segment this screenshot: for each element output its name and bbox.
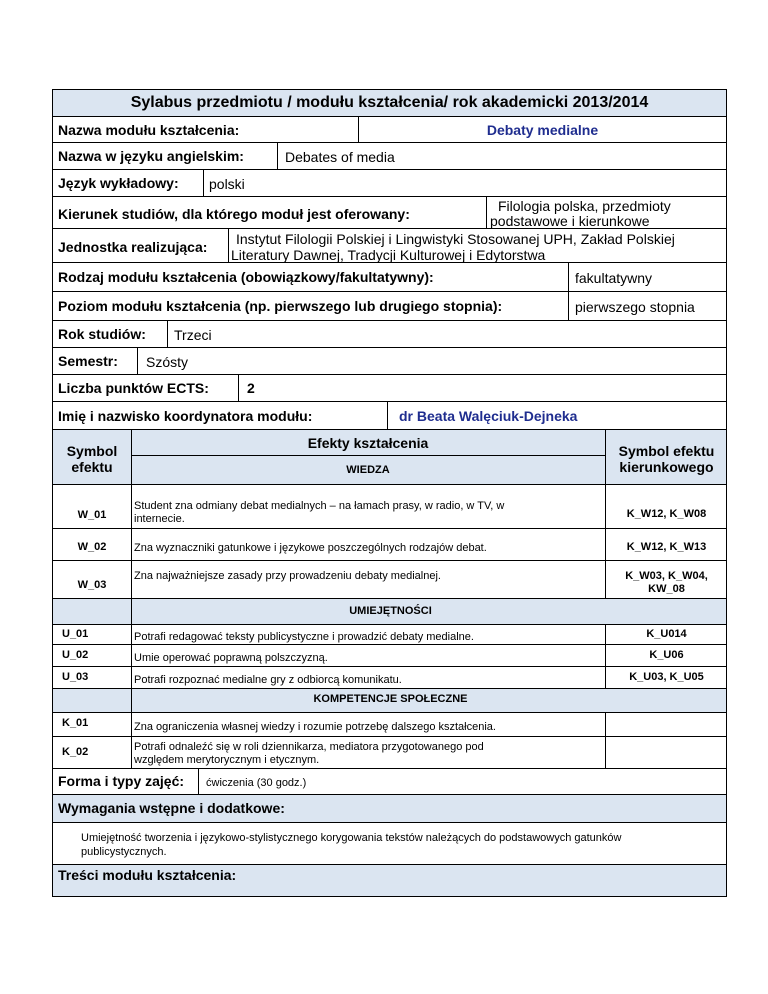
table-row-major: K_W03, K_W04, <box>625 570 708 582</box>
competence-header: KOMPETENCJE SPOŁECZNE <box>313 693 468 705</box>
unit-row <box>52 228 727 263</box>
coordinator-row <box>52 401 727 430</box>
module-name-label: Nazwa modułu kształcenia: <box>58 122 240 138</box>
table-row-major-cont: KW_08 <box>648 583 685 595</box>
table-row-major: K_U03, K_U05 <box>629 671 704 683</box>
table-row-symbol: U_01 <box>62 628 89 640</box>
module-name-value: Debaty medialne <box>486 122 599 138</box>
module-level-row <box>52 291 727 321</box>
title-row <box>52 89 727 117</box>
class-form-label: Forma i typy zajęć: <box>58 773 185 789</box>
language-row <box>52 169 727 197</box>
table-row-text: Zna wyznaczniki gatunkowe i językowe poszczególnych rodzajów debat. <box>134 542 487 554</box>
module-type-row <box>52 262 727 292</box>
table-row-symbol: U_03 <box>62 671 89 683</box>
table-row-major: K_W12, K_W08 <box>626 508 707 520</box>
language-label: Język wykładowy: <box>58 175 179 191</box>
table-row-text: Zna najważniejsze zasady przy prowadzeniu debaty medialnej. <box>134 570 441 582</box>
module-level-label: Poziom modułu kształcenia (np. pierwszego lub drugiego stopnia): <box>58 298 503 314</box>
table-row-symbol: U_02 <box>62 649 89 661</box>
field-value-line2: podstawowe i kierunkowe <box>490 213 650 229</box>
unit-value-line1: Instytut Filologii Polskiej i Lingwistyki Stosowanej UPH, Zakład Polskiej <box>236 231 675 247</box>
table-row-text: Umie operować poprawną polszczyzną. <box>134 652 328 664</box>
table-row-major: K_U014 <box>646 628 687 640</box>
requirements-label: Wymagania wstępne i dodatkowe: <box>58 800 285 816</box>
table-row-symbol: K_02 <box>62 746 89 758</box>
semester-label: Semestr: <box>58 353 118 369</box>
table-row-text-cont: względem merytorycznym i etycznym. <box>134 754 320 766</box>
english-name-value: Debates of media <box>285 149 395 165</box>
coordinator-label: Imię i nazwisko koordynatora modułu: <box>58 408 313 424</box>
class-form-row <box>52 768 727 795</box>
skills-header: UMIEJĘTNOŚCI <box>349 605 432 617</box>
ects-label: Liczba punktów ECTS: <box>58 380 209 396</box>
syllabus-title: Sylabus przedmiotu / modułu kształcenia/ rok akademicki 2013/2014 <box>130 94 649 111</box>
module-name-row <box>52 116 727 143</box>
field-row <box>52 196 727 229</box>
contents-row <box>52 864 727 897</box>
knowledge-header: WIEDZA <box>346 464 390 476</box>
requirements-text-2: publicystycznych. <box>81 846 167 858</box>
unit-label: Jednostka realizująca: <box>58 239 208 255</box>
col-major-header-2: kierunkowego <box>619 459 714 475</box>
requirements-block <box>52 794 727 865</box>
module-type-label: Rodzaj modułu kształcenia (obowiązkowy/fakultatywny): <box>58 269 434 285</box>
english-name-row <box>52 142 727 170</box>
table-row-major: K_W12, K_W13 <box>626 541 707 553</box>
class-form-value: ćwiczenia (30 godz.) <box>206 777 307 789</box>
table-row-text-cont: internecie. <box>134 513 185 525</box>
table-row-symbol: W_02 <box>77 541 107 553</box>
col-symbol-header-1: Symbol <box>66 443 118 459</box>
module-level-value: pierwszego stopnia <box>575 299 695 315</box>
ects-value: 2 <box>247 380 255 396</box>
table-row-symbol: W_03 <box>77 579 107 591</box>
field-value-line1: Filologia polska, przedmioty <box>498 198 671 214</box>
english-name-label: Nazwa w języku angielskim: <box>58 148 244 164</box>
semester-row <box>52 347 727 375</box>
year-label: Rok studiów: <box>58 326 146 342</box>
col-major-header-1: Symbol efektu <box>618 443 715 459</box>
coordinator-value: dr Beata Walęciuk-Dejneka <box>399 408 578 424</box>
outcomes-table <box>52 429 727 769</box>
field-label: Kierunek studiów, dla którego moduł jest oferowany: <box>58 206 410 222</box>
col-symbol-header-2: efektu <box>71 459 113 475</box>
year-value: Trzeci <box>174 327 212 343</box>
table-row-major: K_U06 <box>649 649 684 661</box>
language-value: polski <box>209 176 245 192</box>
col-effects-header: Efekty kształcenia <box>307 435 429 451</box>
module-type-value: fakultatywny <box>575 270 653 286</box>
table-row-text: Potrafi rozpoznać medialne gry z odbiorcą komunikatu. <box>134 674 402 686</box>
table-row-symbol: W_01 <box>77 509 107 521</box>
semester-value: Szósty <box>146 354 189 370</box>
table-row-symbol: K_01 <box>62 717 89 729</box>
table-row-text: Zna ograniczenia własnej wiedzy i rozumie potrzebę dalszego kształcenia. <box>134 721 496 733</box>
table-row-text: Potrafi redagować teksty publicystyczne i prowadzić debaty medialne. <box>134 631 474 643</box>
requirements-text-1: Umiejętność tworzenia i językowo-stylistycznego korygowania tekstów należących do podstawowych gatunków <box>81 832 622 844</box>
contents-label: Treści modułu kształcenia: <box>58 867 237 883</box>
table-row-text: Potrafi odnaleźć się w roli dziennikarza, mediatora przygotowanego pod <box>134 741 484 753</box>
ects-row <box>52 374 727 402</box>
year-row <box>52 320 727 348</box>
unit-value-line2: Literatury Dawnej, Tradycji Kulturowej i Edytorstwa <box>231 247 546 263</box>
table-row-text: Student zna odmiany debat medialnych – na łamach prasy, w radio, w TV, w <box>134 500 505 512</box>
